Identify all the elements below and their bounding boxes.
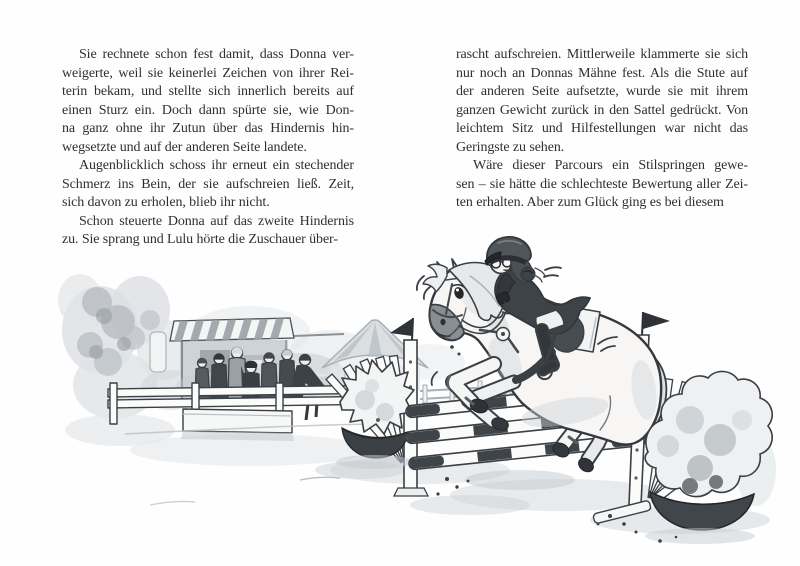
text-line: Augenblicklich schoss ihr erneut ein stechender (79, 158, 354, 173)
text-line: Schon steuerte Donna auf das zweite Hindernis (79, 213, 354, 229)
text-line: sen – sie hätte die schlechteste Bewertung aller Zei- (456, 176, 748, 192)
text-line: Geringste zu sehen. (456, 139, 565, 155)
text-line: Sie rechnete schon fest damit, dass Donna ver- (79, 47, 354, 62)
pennant-flag-icon (643, 312, 670, 329)
pennant-flag-icon (390, 318, 413, 336)
text-column-left (62, 46, 354, 250)
nostril (440, 319, 445, 325)
left-trees (58, 274, 200, 446)
text-line: nur noch an Donnas Mähne fest. Als die Stute auf (456, 65, 748, 81)
text-line: ganzen Gewicht zurück in den Sattel gedrückt. Von (456, 102, 748, 118)
text-line: der anderen Seite aufsetzte, wurde sie mit ihrem (456, 84, 748, 99)
text-column-right (456, 46, 748, 213)
hair-bun (521, 267, 535, 281)
text-line: leichtem Sitz und Hilfestellungen war nicht das (456, 121, 748, 136)
text-line: rascht aufschreien. Mittlerweile klammerte sie sich (456, 47, 748, 62)
text-line: wegsetzte und auf der anderen Seite landete. (62, 139, 307, 155)
text-line: weigerte, weil sie keinerlei Zeichen von ihrer Rei- (62, 65, 354, 81)
text-line: terin bekam, und stellte sich innerlich bereits auf (62, 84, 354, 99)
text-line: einen Sturz ein. Doch dann spürte sie, wie Don- (62, 102, 354, 118)
text-line: Schmerz ins Bein, der sie aufschreien ließ. Zeit, (62, 176, 354, 192)
text-line: na ganz ohne ihr Zutun über das Hindernis hin- (62, 121, 354, 136)
text-line: sich davon zu erholen, blieb ihr nicht. (62, 195, 270, 210)
text-line: Wäre dieser Parcours ein Stilspringen gewe- (473, 158, 748, 173)
text-line: zu. Sie sprang und Lulu hörte die Zuschauer über- (62, 232, 338, 247)
text-line: ten erhalten. Aber zum Glück ging es bei diesem (456, 195, 724, 210)
